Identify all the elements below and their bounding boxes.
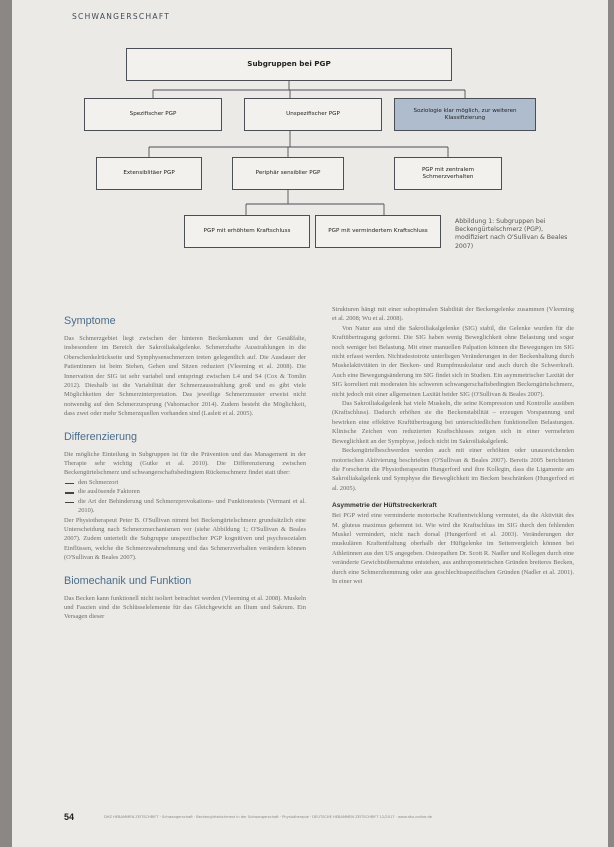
- list-item: den Schmerzort: [64, 478, 306, 487]
- diagram-box-increased-force-closure: PGP mit erhöhtem Kraftschluss: [184, 215, 310, 248]
- heading-asymmetrie: Asymmetrie der Hüftstreckerkraft: [332, 502, 437, 510]
- paragraph-right-4: Beckengürtelbeschwerden werden auch mit einer erhöhten oder unausreichenden motorischen Aktivierung beschrieben (O'Sullivan & Beales 2007). Bereits 2005 berichteten die Forscherin die Physiotherapeutin Hungerford und ihre Kollegin, dass die Ligamente am Sakroiliakalgelenk und Symphyse die Beweglichkeit im Becken beschränken (Hungerford et al. 2005).: [332, 447, 574, 492]
- paragraph-symptome: Das Schmerzgebiet liegt zwischen der hinteren Beckenkamm und der Gesäßfalte, insbesondere im Bereich der Sakroiliakalgelenke. Schmerzhafte Ausstrahlungen in die Oberschenkelrückseite und Symphysenschmerzen treten gelegentlich auf. Die Ausdauer der Patientinnen ist beim Stehen, Gehen und Sitzen reduziert (Vleeming et al. 2008). Die Innervation der SIG ist sehr variabel und entspringt zwischen L4 und S4 (Cox & Tomlin 2012). Dieshalb ist die Variabilität der Schmerzausstrahlung groß und es gibt viele Möglichkeiten der Schmerzinterpretation. Das jeweilige Schmerzmuster erweist nicht notwendig auf den Schmerzursprung (Vahomachor 2014). Zudem besteht die Möglichkeit, dass zwei oder mehr Schmerzquellen vorhanden sind (Laslett et al. 2005).: [64, 335, 306, 418]
- list-item: die Art der Behinderung und Schmerzprovokations- und Funktionstests (Vermani et al. 2010).: [64, 497, 306, 516]
- paragraph-right-2: Von Natur aus sind die Sakroiliakalgelenke (SIG) stabil, die Gelenke wurden für die Kraftübertragung geformt. Die SIG haben wenig Beweglichkeit ohne Belastung und sogar noch weniger bei Belastung. Mit einer manuellen Palpation können die Bewegungen im SIG nicht erfasst werden. Nichtsdestotrotz unterliegen Veränderungen in der Beckenhaltung durch Muskelaktivitäten in der Becken- und Rumpfmuskulatur und auch durch die Schwerkraft. Auch eine Bewegungsänderung im SIG findet sich in Studien. Ein asymmetrischer Laxität der SIG korreliert mit moderaten bis schweren schwangerschaftsbedingten Beckengürtelschmerz, nicht jedoch mit einer allgemeinen Laxität beider SIG (O'Sullivan & Beales 2007).: [332, 324, 574, 398]
- paragraph-right-5: Bei PGP wird eine verminderte motorische Kraftentwicklung vermutet, da die Aktivität des M. gluteus maximus gehemmt ist. Wie wird die Kraftschluss im SIG durch den fehlenden Muskel vermindert, nicht nach dorsal (Hungerford et al. 2003). Veränderungen der muskulären Kraftentfaltung oberhalb der Hüftgelenke im Seitenvergleich können bei Athletinnen aus den US angegeben. Osteopathen Dr. Scott R. Nadler und Kollegen durch eine veränderte Gewichtsübernahme entstehen, aus anthropometrischen Gründen breiteres Becken, durch eine Schmerzhemmung oder aus geschlechtsspezifischen Gründen (Nadler et al. 2001). In einer wei: [332, 512, 574, 585]
- diagram-root-box: Subgruppen bei PGP: [126, 48, 452, 81]
- running-header: SCHWANGERSCHAFT: [72, 12, 171, 21]
- paragraph-right-3: Das Sakroiliakalgelenk hat viele Muskeln, die seine Kompression und Kontrolle ausüben (Kraftschluss). Dadurch erhöhen sie die Beckenstabilität – erzeugen Vorspannung und bewirken eine effektive Kraftübertragung bei unterschiedlichen funktionellen Belastungen. Klinische Zeichen von reduzierten Kraftschlusses zeigen sich in einer vermehrten Beweglichkeit an der Symphyse, jedoch nicht im Sakroiliakalgelenk.: [332, 400, 574, 445]
- list-item: die auslösende Faktoren: [64, 487, 306, 496]
- diagram-box-peripheral-pgp: Periphär sensiblier PGP: [232, 157, 344, 190]
- paragraph-osullivan: Der Physiotherapeut Peter B. O'Sullivan nimmt bei Beckengürtelschmerz grundsätzlich eine Unterscheidung nach Schmerzmechanismen vor (siehe Abbildung 1; O'Sullivan & Beales 2007). Zudem unterteilt die Subgruppe unspezifischer PGP kognitiven und psychosozialen Einflüssen, welche die Schmerzwahrnehmung und das Schmerzverhalten verändern können (O'Sullivan & Beales 2007).: [64, 516, 306, 562]
- paragraph-differenzierung: Die mögliche Einteilung in Subgruppen ist für die Prävention und das Management in der Therapie sehr wichtig (Gutke et al. 2010). Die Differenzierung zwischen Beckengürtelschmerz und schwangerschaftsbedingtem Rückenschmerz findet statt über:: [64, 450, 306, 477]
- diagram-box-unspecific-pgp: Unspezifischer PGP: [244, 98, 382, 131]
- diagram-box-reduced-force-closure: PGP mit vermindertem Kraftschluss: [315, 215, 441, 248]
- heading-biomechanik: Biomechanik und Funktion: [64, 574, 192, 587]
- left-column: [64, 305, 306, 622]
- page-number: 54: [64, 812, 75, 822]
- right-column: [332, 305, 574, 586]
- footer-line: DHZ HEBAMMEN ZEITSCHRIFT · Schwangerschaft · Beckengürtelschmerz in der Schwangerschaft · Physiotherapie · DEUTSCHE HEBAMMEN ZEITSCHRIFT 12/2017 · www.dhz-online.de: [104, 815, 433, 819]
- diagram-box-sociology: Soziologie klar möglich, zur weiteren Klassifizierung: [394, 98, 536, 131]
- paragraph-right-1: Strukturen hängt mit einer suboptimalen Stabilität der Beckengelenke zusammen (Vleeming et al. 2008; Wu et al. 2008).: [332, 306, 574, 323]
- figure-caption: Abbildung 1: Subgruppen bei Beckengürtelschmerz (PGP), modifiziert nach O'Sullivan & Beales 2007): [455, 218, 568, 250]
- heading-differenzierung: Differenzierung: [64, 430, 138, 443]
- paragraph-biomechanik: Das Becken kann funktionell nicht isoliert betrachtet werden (Vleeming et al. 2008). Muskeln und Faszien sind die Schlüsselelemente für das Gleichgewicht an Ilium und Sakrum. Ein Versagen dieser: [64, 594, 306, 621]
- differentiation-list: [64, 478, 306, 516]
- heading-symptome: Symptome: [64, 315, 116, 327]
- diagram-box-extensible-pgp: Extensiblitäer PGP: [96, 157, 202, 190]
- diagram-box-specific-pgp: Spezifischer PGP: [84, 98, 222, 131]
- page: [12, 0, 608, 847]
- diagram-box-central-pgp: PGP mit zentralem Schmerzverhalten: [394, 157, 502, 190]
